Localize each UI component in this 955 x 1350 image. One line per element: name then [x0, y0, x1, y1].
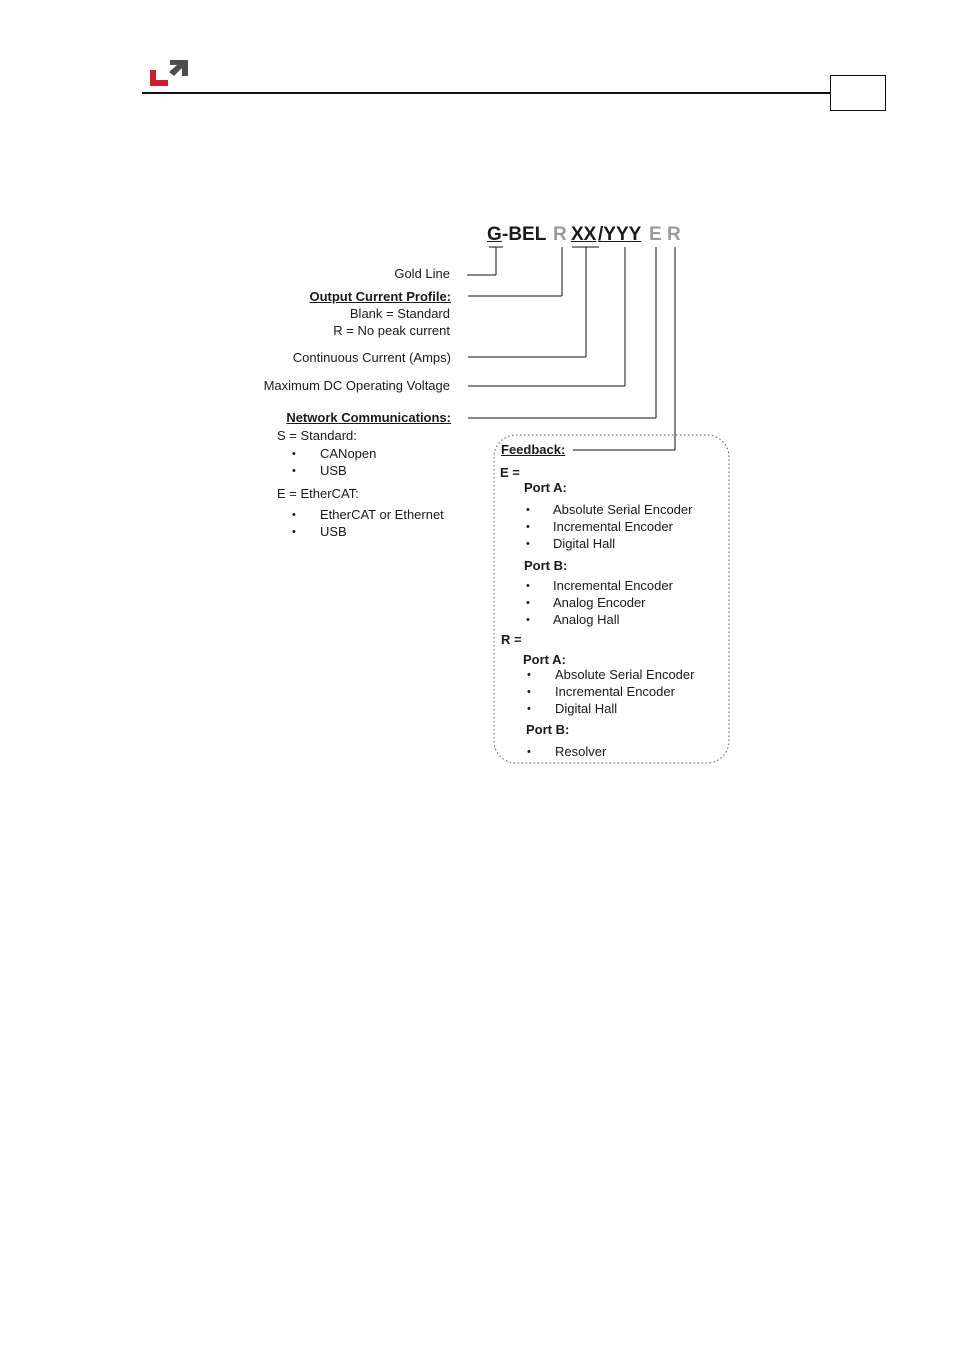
- no-peak-label: R = No peak current: [333, 323, 450, 338]
- feedback-e-port-a: Port A:: [524, 480, 567, 495]
- feedback-e-label: E =: [500, 465, 520, 480]
- code-bel: -BEL: [502, 224, 547, 245]
- list-item: Absolute Serial Encoder: [553, 502, 693, 517]
- bullet: •: [292, 465, 296, 477]
- code-xx: XX: [571, 224, 597, 245]
- feedback-r-label: R =: [501, 632, 522, 647]
- list-item: Incremental Encoder: [555, 684, 675, 699]
- code-r: R: [553, 224, 567, 245]
- bullet: •: [527, 669, 531, 681]
- bullet: •: [526, 538, 530, 550]
- list-item: Digital Hall: [553, 536, 616, 551]
- output-current-title: Output Current Profile:: [309, 289, 451, 304]
- list-item: Analog Hall: [553, 612, 620, 627]
- list-item: Analog Encoder: [553, 595, 646, 610]
- e-ethercat-label: E = EtherCAT:: [277, 486, 359, 501]
- feedback-r-port-b: Port B:: [526, 722, 570, 737]
- bullet: •: [527, 703, 531, 715]
- bullet: •: [526, 521, 530, 533]
- bullet: •: [526, 580, 530, 592]
- bullet: •: [292, 448, 296, 460]
- list-item: Incremental Encoder: [553, 578, 673, 593]
- bullet: •: [292, 509, 296, 521]
- code-g: G: [487, 224, 502, 245]
- code-r2: R: [667, 224, 681, 245]
- blank-standard-label: Blank = Standard: [349, 306, 450, 321]
- code-yyy: /YYY: [598, 224, 642, 245]
- list-item: Resolver: [555, 744, 607, 759]
- list-item: USB: [320, 524, 347, 539]
- list-item: Digital Hall: [555, 701, 618, 716]
- list-item: Incremental Encoder: [553, 519, 673, 534]
- continuous-current-label: Continuous Current (Amps): [292, 350, 451, 365]
- bullet: •: [526, 614, 530, 626]
- bullet: •: [527, 686, 531, 698]
- gold-line-label: Gold Line: [394, 266, 450, 281]
- bullet: •: [526, 597, 530, 609]
- list-item: EtherCAT or Ethernet: [320, 507, 444, 522]
- list-item: Absolute Serial Encoder: [555, 667, 695, 682]
- max-voltage-label: Maximum DC Operating Voltage: [263, 378, 450, 393]
- network-title: Network Communications:: [286, 410, 451, 425]
- feedback-title: Feedback:: [501, 442, 566, 457]
- bullet: •: [526, 504, 530, 516]
- s-standard-label: S = Standard:: [277, 428, 357, 443]
- feedback-e-port-b: Port B:: [524, 558, 568, 573]
- list-item: CANopen: [320, 446, 377, 461]
- feedback-r-port-a: Port A:: [523, 652, 566, 667]
- bullet: •: [292, 526, 296, 538]
- code-e: E: [649, 224, 662, 245]
- list-item: USB: [320, 463, 347, 478]
- bullet: •: [527, 746, 531, 758]
